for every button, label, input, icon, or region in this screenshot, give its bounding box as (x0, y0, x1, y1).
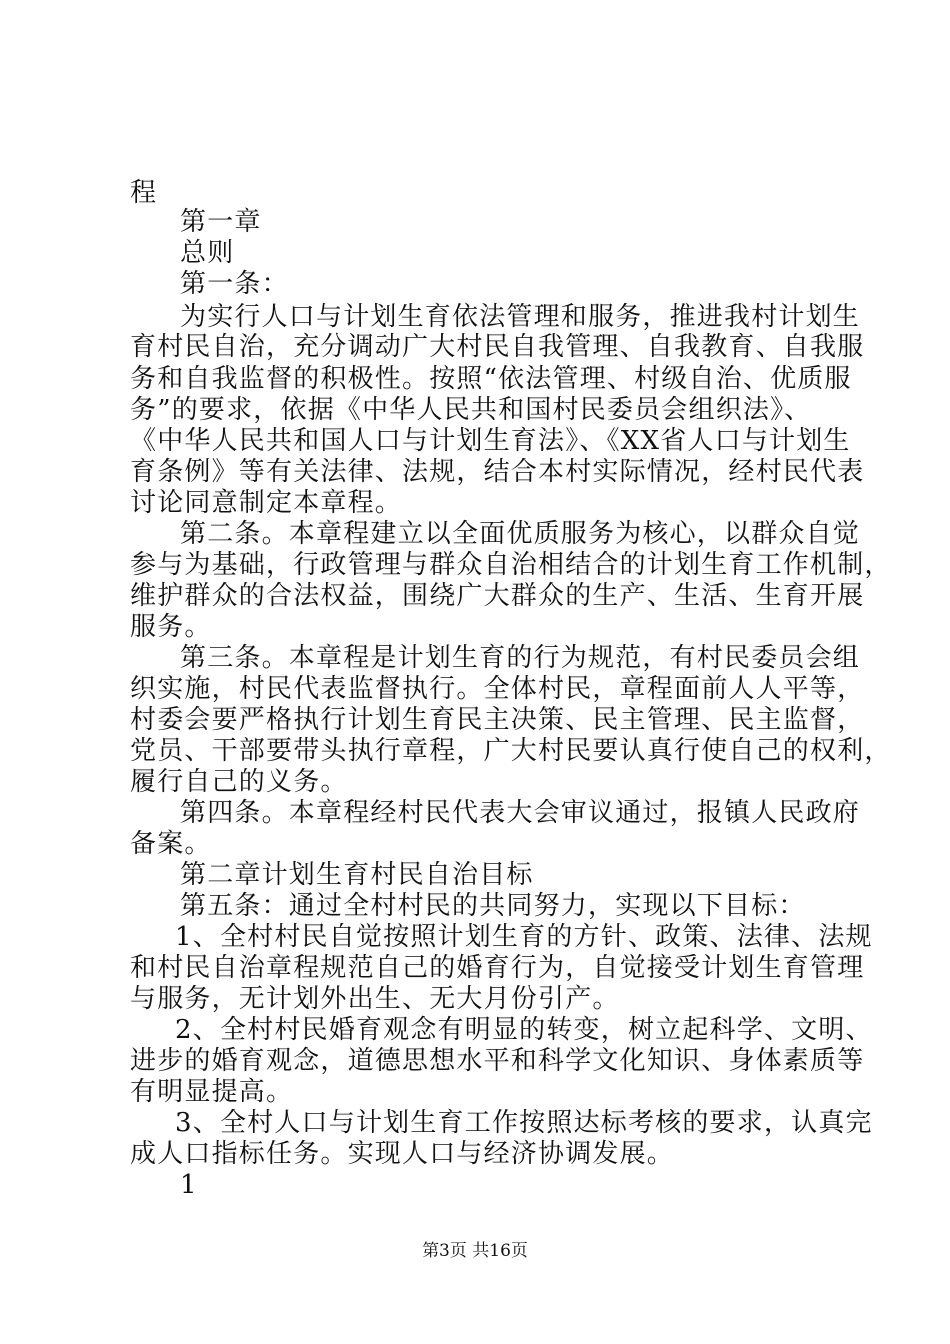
text-line: 育条例》等有关法律、法规，结合本村实际情况，经村民代表 (130, 457, 865, 487)
text-line: 3、全村人口与计划生育工作按照达标考核的要求，认真完 (175, 1108, 873, 1138)
text-line: 程 (130, 178, 158, 208)
text-line: 与服务，无计划外出生、无大月份引产。 (130, 984, 620, 1014)
text-line: 育村民自治，充分调动广大村民自我管理、自我教育、自我服 (130, 332, 865, 362)
text-line: 织实施，村民代表监督执行。全体村民，章程面前人人平等， (130, 674, 865, 704)
text-line: 1、全村村民自觉按照计划生育的方针、政策、法律、法规 (175, 922, 873, 952)
text-line: 进步的婚育观念，道德思想水平和科学文化知识、身体素质等 (130, 1046, 865, 1076)
text-line: 履行自己的义务。 (130, 767, 348, 797)
text-line: 村委会要严格执行计划生育民主决策、民主管理、民主监督， (130, 705, 865, 735)
text-line: 有明显提高。 (130, 1077, 294, 1107)
text-line: 维护群众的合法权益，围绕广大群众的生产、生活、生育开展 (130, 581, 865, 611)
page-footer: 第3页 共16页 (422, 1241, 528, 1261)
text-line: 备案。 (130, 829, 212, 859)
text-line: 2、全村村民婚育观念有明显的转变，树立起科学、文明、 (175, 1015, 873, 1045)
text-line: 和村民自治章程规范自己的婚育行为，自觉接受计划生育管理 (130, 953, 865, 983)
text-line: 服务。 (130, 612, 212, 642)
text-line: 参与为基础，行政管理与群众自治相结合的计划生育工作机制， (130, 550, 892, 580)
text-line: 《中华人民共和国人口与计划生育法》、《XX省人口与计划生 (130, 426, 851, 456)
page-number-inline: 1 (180, 1170, 198, 1200)
text-line: 党员、干部要带头执行章程，广大村民要认真行使自己的权利， (130, 736, 892, 766)
text-line: 第五条：通过全村村民的共同努力，实现以下目标： (180, 891, 806, 921)
chapter-heading: 第一章 (180, 207, 262, 237)
text-line: 讨论同意制定本章程。 (130, 488, 403, 518)
article-heading: 第一条： (180, 269, 289, 299)
text-line: 第三条。本章程是计划生育的行为规范，有村民委员会组 (180, 643, 861, 673)
section-heading: 总则 (180, 238, 235, 268)
text-line: 第二条。本章程建立以全面优质服务为核心，以群众自觉 (180, 519, 861, 549)
text-line: 务和自我监督的积极性。按照“依法管理、村级自治、优质服 (130, 364, 852, 394)
text-line: 务”的要求，依据《中华人民共和国村民委员会组织法》、 (130, 395, 812, 425)
text-line: 第四条。本章程经村民代表大会审议通过，报镇人民政府 (180, 798, 861, 828)
text-line: 成人口指标任务。实现人口与经济协调发展。 (130, 1139, 675, 1169)
chapter-heading: 第二章计划生育村民自治目标 (180, 860, 534, 890)
text-line: 为实行人口与计划生育依法管理和服务，推进我村计划生 (180, 302, 861, 332)
